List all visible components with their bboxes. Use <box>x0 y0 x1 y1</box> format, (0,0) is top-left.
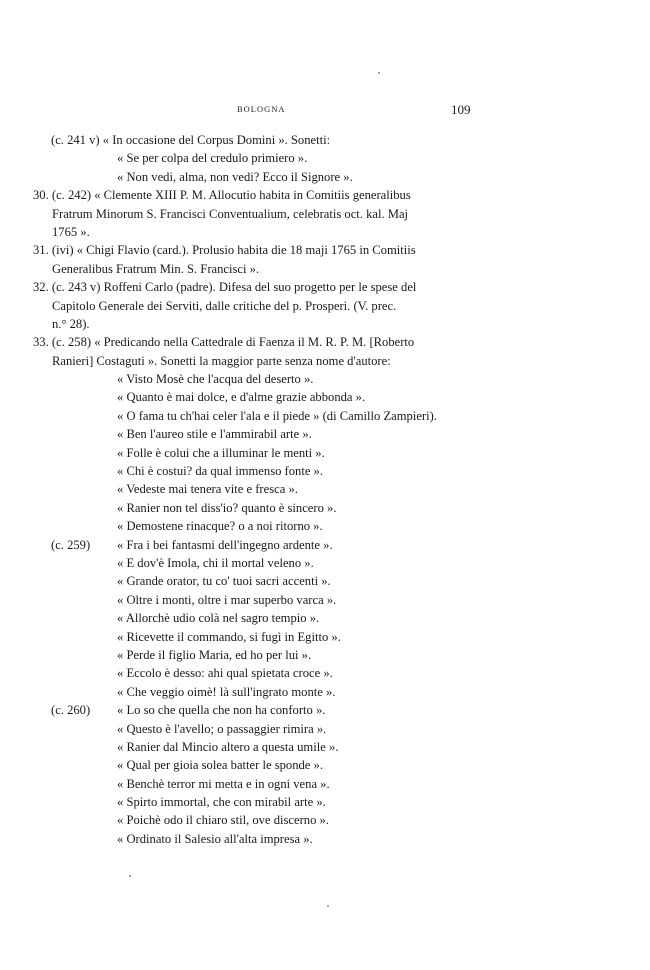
sonnet-incipit: « Folle è colui che a illuminar le menti ». <box>117 445 325 460</box>
sonnet-incipit: « Benchè terror mi metta e in ogni vena ». <box>117 776 330 791</box>
entry-32-line: 32. (c. 243 v) Roffeni Carlo (padre). Difesa del suo progetto per le spese del <box>33 280 417 295</box>
text-line: Capitolo Generale dei Serviti, dalle critiche del p. Prosperi. (V. prec. <box>52 298 397 313</box>
sonnet-incipit: « Qual per gioia solea batter le sponde ». <box>117 758 323 773</box>
paper-speck <box>129 875 131 877</box>
body-text <box>0 131 650 848</box>
sonnet-incipit: « Oltre i monti, oltre i mar superbo varca ». <box>117 592 337 607</box>
text-line: (c. 241 v) « In occasione del Corpus Domini ». Sonetti: <box>51 133 331 147</box>
sonnet-incipit: « O fama tu ch'hai celer l'ala e il piede » (di Camillo Zampieri). <box>117 408 437 423</box>
sonnet-incipit: « Poichè odo il chiaro stil, ove discerno ». <box>117 813 329 828</box>
text-line: Fratrum Minorum S. Francisci Conventualium, celebratis oct. kal. Maj <box>52 206 409 221</box>
sonnet-incipit: « Grande orator, tu co' tuoi sacri accenti ». <box>117 574 331 589</box>
sonnet-incipit: « Visto Mosè che l'acqua del deserto ». <box>117 372 314 387</box>
sonnet-incipit: « Perde il figlio Maria, ed ho per lui ». <box>117 647 312 662</box>
sonnet-incipit: « Che veggio oimè! là sull'ingrato monte ». <box>117 684 336 699</box>
page-number: 109 <box>451 102 471 117</box>
sonnet-incipit: « Allorchè udio colà nel sagro tempio ». <box>117 611 320 626</box>
entry-31-line: 31. (ivi) « Chigi Flavio (card.). Prolusio habita die 18 maji 1765 in Comitiis <box>33 243 416 258</box>
sonnet-incipit: « Spirto immortal, che con mirabil arte ». <box>117 795 326 810</box>
page-header <box>0 104 650 120</box>
sonnet-incipit: « Ricevette il commando, si fugì in Egitto ». <box>117 629 341 644</box>
text-line: Ranieri] Costaguti ». Sonetti la maggior parte senza nome d'autore: <box>52 353 391 368</box>
running-head: BOLOGNA <box>237 104 286 114</box>
text-line: 1765 ». <box>52 224 90 239</box>
sonnet-incipit: (c. 259) « Fra i bei fantasmi dell'ingegno ardente ». <box>0 536 650 554</box>
sonnet-incipit: « Vedeste mai tenera vite e fresca ». <box>117 482 298 497</box>
entry-30-line: 30. (c. 242) « Clemente XIII P. M. Allocutio habita in Comitiis generalibus <box>33 188 411 203</box>
margin-ref: (c. 259) <box>51 537 91 552</box>
text-line: n.° 28). <box>52 316 90 331</box>
text-line: « Se per colpa del credulo primiero ». <box>117 151 308 166</box>
sonnet-incipit: (c. 260) « Lo so che quella che non ha conforto ». <box>0 701 650 719</box>
sonnet-incipit: « Ordinato il Salesio all'alta impresa ». <box>117 831 313 846</box>
sonnet-incipit: « Chi è costui? da qual immenso fonte ». <box>117 464 324 479</box>
sonnet-incipit: « E dov'è Imola, chi il mortal veleno ». <box>117 555 314 570</box>
sonnet-incipit: « Eccolo è desso: ahi qual spietata croce ». <box>117 666 333 681</box>
text-line: « Non vedi, alma, non vedi? Ecco il Signore ». <box>117 169 353 184</box>
sonnet-incipit: « Ben l'aureo stile e l'ammirabil arte ». <box>117 427 312 442</box>
margin-ref: (c. 260) <box>51 703 91 718</box>
paper-speck <box>378 72 380 74</box>
paper-speck <box>327 905 329 907</box>
sonnet-incipit: « Ranier non tel diss'io? quanto è sincero ». <box>117 500 337 515</box>
entry-33-line: 33. (c. 258) « Predicando nella Cattedrale di Faenza il M. R. P. M. [Roberto <box>33 335 415 350</box>
sonnet-incipit: « Ranier dal Mincio altero a questa umile ». <box>117 739 339 754</box>
sonnet-incipit: « Demostene rinacque? o a noi ritorno ». <box>117 519 323 534</box>
text-line: Generalibus Fratrum Min. S. Francisci ». <box>52 261 260 276</box>
sonnet-incipit: « Questo è l'avello; o passaggier rimira ». <box>117 721 327 736</box>
sonnet-incipit: « Quanto è mai dolce, e d'alme grazie abbonda ». <box>117 390 366 405</box>
